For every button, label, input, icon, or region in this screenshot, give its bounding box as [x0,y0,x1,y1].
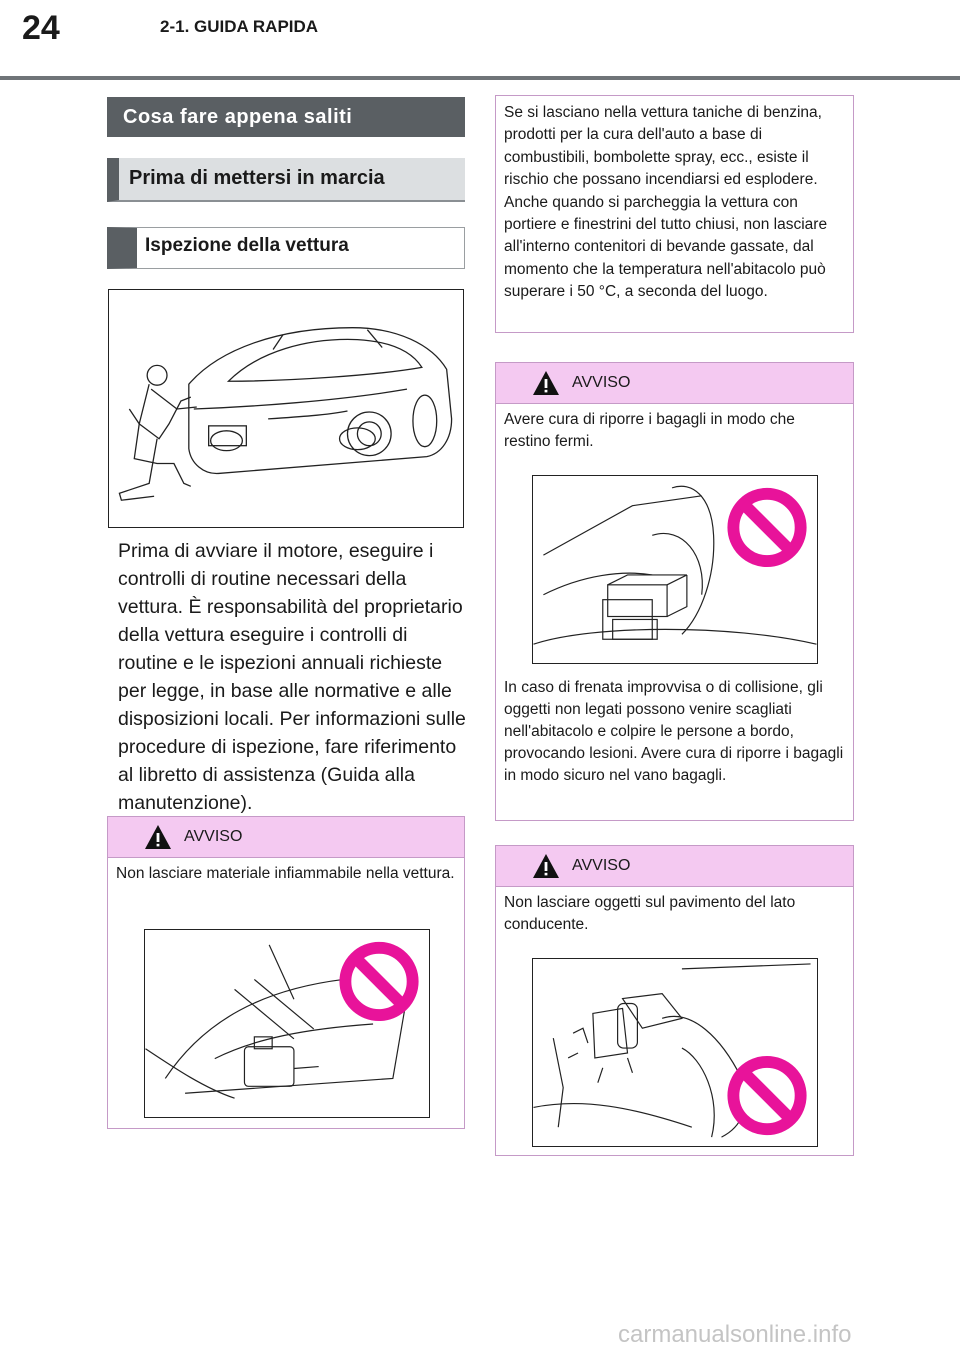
warning-box-luggage [495,362,854,821]
car-inspection-illustration [108,289,464,528]
warning-box-flammable [107,816,465,1129]
trunk-fuel-can-illustration [144,929,430,1118]
pedal-object-illustration [532,958,818,1147]
sub-heading: Prima di mettersi in marcia [107,158,465,202]
section-title: 2-1. GUIDA RAPIDA [160,17,319,36]
warning-header [496,363,853,404]
info-box [495,95,854,333]
svg-text:carmanualsonline.info: carmanualsonline.info [618,1321,852,1348]
warning-text: Non lasciare materiale infiammabile nella vettura. [116,865,455,882]
warning-triangle-icon [532,370,560,396]
warning-box-floor [495,845,854,1156]
warning-title: AVVISO [184,828,243,845]
warning-header [108,817,464,858]
prohibition-icon [345,948,412,1015]
warning-title: AVVISO [572,374,631,391]
header-divider [0,76,960,80]
warning-title: AVVISO [572,857,631,874]
warning-text-after: In caso di frenata improvvisa o di collisione, gli oggetti non legati possono venire scagliati nell'abitacolo e colpire le persone a bordo, provocando lesioni. Avere cura di riporre i bagagli in modo sicuro nel vano bagagli. [504,679,844,784]
main-heading: Cosa fare appena saliti [107,97,465,137]
watermark-logo [618,1318,952,1348]
warning-triangle-icon [144,824,172,850]
body-text: Prima di avviare il motore, eseguire i controlli di routine necessari della vettura. È responsabilità del proprietario della vettura eseguire i controlli di routine e le ispezioni annuali richieste per legge, in base alle normative e alle disposizioni locali. Per informazioni sulle procedure di ispezione, fare riferimento al libretto di assistenza (Guida alla manutenzione). [118,540,466,814]
info-text: Se si lasciano nella vettura taniche di benzina, prodotti per la cura dell'auto a base di combustibili, bombolette spray, ecc., esiste il rischio che possano incendiarsi ed esplodere. Anche quando si parcheggia la vettura con portiere e finestrini del tutto chiusi, non lasciare all'interno contenitori di bevande gassate, dal momento che la temperatura nell'abitacolo può superare i 50 °C, a seconda del luogo. [504,104,828,301]
warning-text: Avere cura di riporre i bagagli in modo che restino fermi. [504,411,795,450]
prohibition-icon [733,1062,800,1129]
seat-luggage-illustration [532,475,818,664]
warning-header [496,846,853,887]
prohibition-icon [733,494,800,561]
warning-triangle-icon [532,853,560,879]
subsub-heading: Ispezione della vettura [107,227,465,269]
page-number: 24 [22,9,60,47]
warning-text: Non lasciare oggetti sul pavimento del lato conducente. [504,894,796,933]
